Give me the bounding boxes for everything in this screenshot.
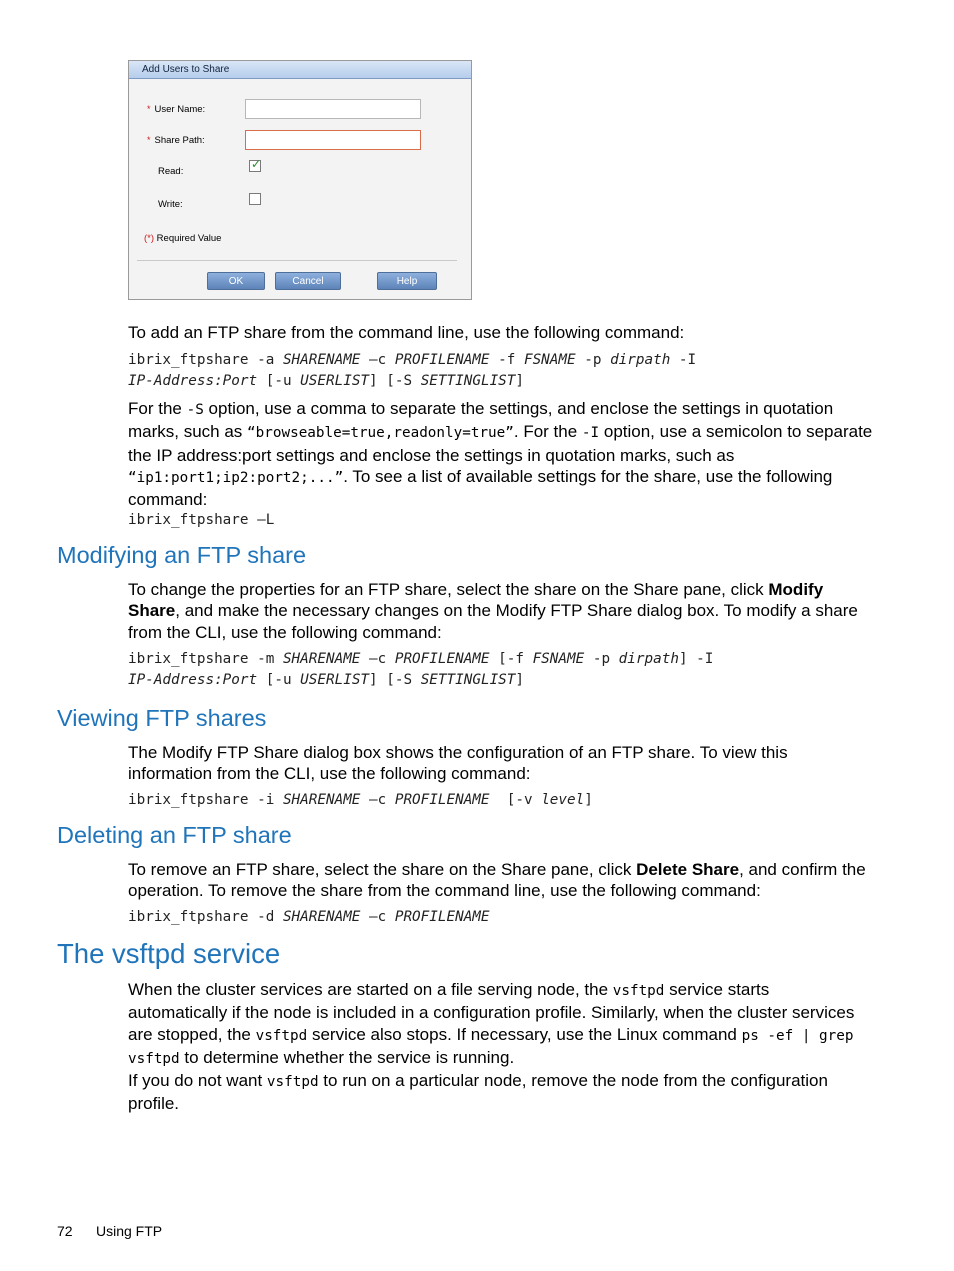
required-value-note: (*) Required Value bbox=[144, 233, 222, 244]
write-label: Write: bbox=[158, 199, 183, 210]
page-number: 72 bbox=[57, 1223, 73, 1239]
write-checkbox[interactable] bbox=[249, 193, 261, 205]
vsftpd-paragraph-1: When the cluster services are started on a file serving node, the vsftpd service starts automatically if the node is included in a configuration profile. Similarly, when the cluster services are stopped, the vsftpd service also stops. If necessary, use the Linux command ps -ef | grep vsftpd to determine whether the service is running. bbox=[128, 980, 855, 1067]
modify-command-line-2: IP-Address:Port [-u USERLIST] [-S SETTINGLIST] bbox=[128, 672, 524, 688]
list-command: ibrix_ftpshare –L bbox=[128, 512, 275, 528]
view-command: ibrix_ftpshare -i SHARENAME –c PROFILENAME [-v level] bbox=[128, 792, 593, 808]
vsftpd-paragraph-2: If you do not want vsftpd to run on a particular node, remove the node from the configuration profile. bbox=[128, 1071, 828, 1114]
add-command-line-2: IP-Address:Port [-u USERLIST] [-S SETTINGLIST] bbox=[128, 373, 524, 389]
add-users-dialog bbox=[128, 60, 472, 300]
add-command-line-1: ibrix_ftpshare -a SHARENAME –c PROFILENAME -f FSNAME -p dirpath -I bbox=[128, 352, 697, 368]
delete-paragraph: To remove an FTP share, select the share on the Share pane, click Delete Share, and confirm the operation. To remove the share from the command line, use the following command: bbox=[128, 860, 866, 901]
delete-heading: Deleting an FTP share bbox=[57, 822, 292, 848]
settings-paragraph: For the -S option, use a comma to separate the settings, and enclose the settings in quotation marks, such as “browseable=true,readonly=true”. For the -I option, use a semicolon to separate the IP address:port settings and enclose the settings in quotation marks, such as “ip1:port1;ip2:port2;...”. To see a list of available settings for the share, use the following command: bbox=[128, 399, 873, 510]
share-path-label: * Share Path: bbox=[147, 135, 205, 146]
dialog-divider bbox=[137, 260, 457, 261]
modify-command-line-1: ibrix_ftpshare -m SHARENAME –c PROFILENAME [-f FSNAME -p dirpath] -I bbox=[128, 651, 714, 667]
read-label: Read: bbox=[158, 166, 184, 177]
cancel-button[interactable]: Cancel bbox=[275, 272, 341, 290]
view-heading: Viewing FTP shares bbox=[57, 705, 267, 731]
view-paragraph: The Modify FTP Share dialog box shows the configuration of an FTP share. To view this information from the CLI, use the following command: bbox=[128, 743, 788, 784]
delete-command: ibrix_ftpshare -d SHARENAME –c PROFILENAME bbox=[128, 909, 490, 925]
footer-section-title: Using FTP bbox=[96, 1223, 163, 1239]
intro-paragraph: To add an FTP share from the command line, use the following command: bbox=[128, 323, 685, 342]
checkmark-icon: ✓ bbox=[251, 157, 262, 171]
user-name-input[interactable] bbox=[245, 99, 421, 119]
vsftpd-heading: The vsftpd service bbox=[57, 938, 281, 969]
user-name-label: * User Name: bbox=[147, 104, 206, 115]
modify-heading: Modifying an FTP share bbox=[57, 542, 307, 568]
share-path-input[interactable] bbox=[245, 130, 421, 150]
ok-button[interactable]: OK bbox=[207, 272, 265, 290]
dialog-title: Add Users to Share bbox=[129, 61, 471, 79]
required-star: * bbox=[147, 104, 151, 114]
required-star: * bbox=[147, 135, 151, 145]
help-button[interactable]: Help bbox=[377, 272, 437, 290]
read-checkbox[interactable] bbox=[249, 157, 262, 172]
modify-paragraph: To change the properties for an FTP share, select the share on the Share pane, click Modify Share, and make the necessary changes on the Modify FTP Share dialog box. To modify a share from the CLI, use the following command: bbox=[128, 580, 858, 642]
